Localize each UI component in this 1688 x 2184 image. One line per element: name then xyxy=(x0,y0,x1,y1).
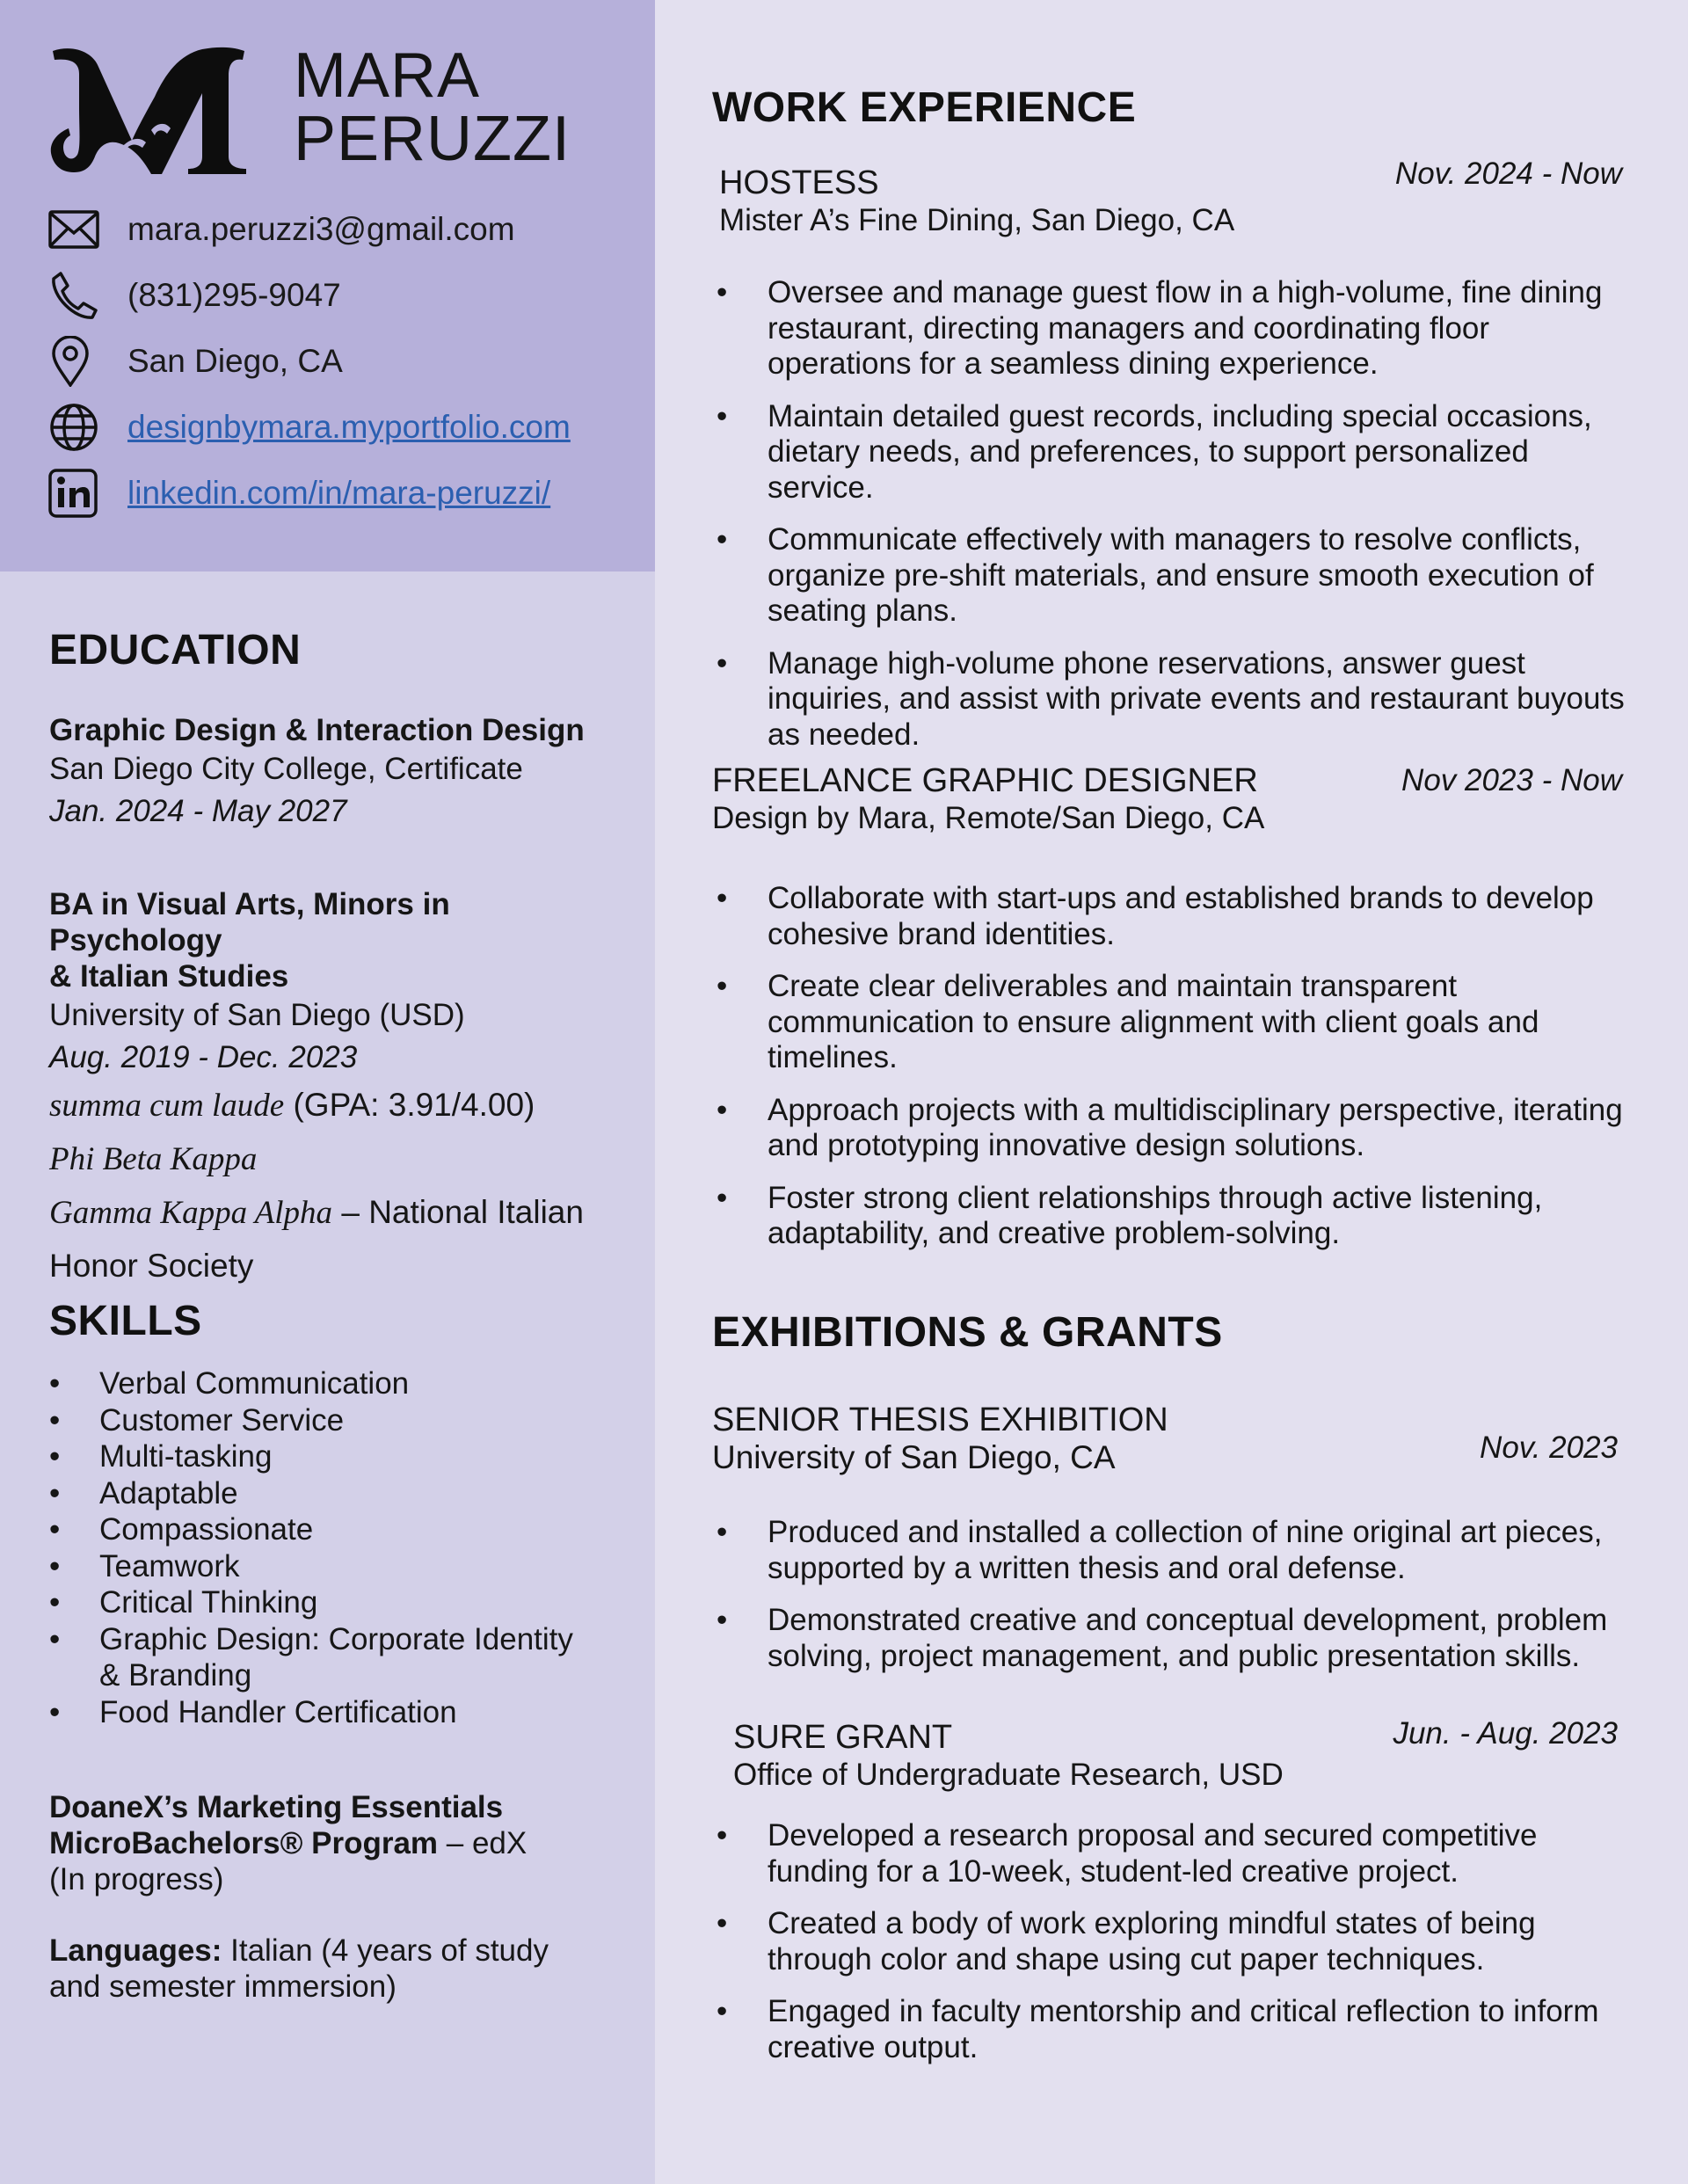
bullet-item: • Create clear deliverables and maintain transparent communication to ensure alignment with client goals and timelines. xyxy=(712,969,1626,1076)
grant-sure-bullets xyxy=(712,1818,1626,2082)
location-pin-icon xyxy=(48,336,103,387)
honor-gka-italic: Gamma Kappa Alpha xyxy=(49,1195,333,1231)
education-dates: Jan. 2024 - May 2027 xyxy=(49,794,347,828)
honor-summa-gpa: (GPA: 3.91/4.00) xyxy=(284,1087,535,1123)
bullet-item: • Produced and installed a collection of nine original art pieces, supported by a written thesis and oral defense. xyxy=(712,1515,1626,1586)
exhibition-title: SENIOR THESIS EXHIBITION xyxy=(712,1401,1168,1438)
contact-email xyxy=(48,204,571,255)
skill-item: • Verbal Communication xyxy=(49,1365,644,1402)
honor-summa xyxy=(49,1079,629,1132)
name-last: PERUZZI xyxy=(294,104,571,174)
job-title: HOSTESS xyxy=(719,164,879,201)
education-entry-2 xyxy=(49,886,629,1292)
exhibition-senior-thesis-bullets xyxy=(712,1515,1626,1691)
skills-list xyxy=(49,1365,644,1730)
languages-line2: and semester immersion) xyxy=(49,1969,397,2004)
cert-program-line1: DoaneX’s Marketing Essentials xyxy=(49,1790,504,1824)
cert-provider: – edX xyxy=(438,1826,528,1860)
linkedin-link[interactable]: linkedin.com/in/mara-peruzzi/ xyxy=(127,475,551,511)
job-org: Design by Mara, Remote/San Diego, CA xyxy=(712,801,1265,835)
education-school: University of San Diego (USD) xyxy=(49,998,465,1032)
work-experience-heading: WORK EXPERIENCE xyxy=(712,84,1137,131)
bullet-item: • Oversee and manage guest flow in a high-volume, fine dining restaurant, directing managers and coordinating floor operations for a seamless dining experience. xyxy=(712,275,1626,382)
skill-item: • Adaptable xyxy=(49,1475,644,1512)
honor-gka-line2: Honor Society xyxy=(49,1248,254,1284)
monogram-m-logo xyxy=(47,44,250,176)
grant-dates: Jun. - Aug. 2023 xyxy=(1393,1716,1618,1751)
exhibition-senior-thesis xyxy=(712,1401,1618,1476)
skills-heading: SKILLS xyxy=(49,1298,202,1344)
bullet-item: • Collaborate with start-ups and established brands to develop cohesive brand identities. xyxy=(712,881,1626,952)
grant-org: Office of Undergraduate Research, USD xyxy=(733,1758,1284,1792)
skill-item: • Food Handler Certification xyxy=(49,1694,644,1731)
contact-linkedin[interactable] xyxy=(48,468,571,519)
bullet-item: • Created a body of work exploring mindful states of being through color and shape using cut paper techniques. xyxy=(712,1906,1626,1977)
exhibitions-heading: EXHIBITIONS & GRANTS xyxy=(712,1309,1223,1356)
education-heading: EDUCATION xyxy=(49,627,302,673)
skill-item: • Customer Service xyxy=(49,1402,644,1439)
honor-gka-desc: – National Italian xyxy=(332,1194,584,1230)
header-block xyxy=(0,0,655,571)
bullet-item: • Foster strong client relationships through active listening, adaptability, and creative problem-solving. xyxy=(712,1181,1626,1252)
skill-item: • Graphic Design: Corporate Identity & Branding xyxy=(49,1621,592,1694)
email-text: mara.peruzzi3@gmail.com xyxy=(127,211,515,247)
phone-icon xyxy=(48,270,103,321)
education-entry-1 xyxy=(49,712,629,833)
cert-program-line2: MicroBachelors® Program xyxy=(49,1826,439,1860)
job-org: Mister A’s Fine Dining, San Diego, CA xyxy=(719,203,1235,237)
phone-text: (831)295-9047 xyxy=(127,277,341,313)
globe-icon xyxy=(48,402,103,453)
job-freelance-bullets xyxy=(712,881,1626,1269)
education-dates: Aug. 2019 - Dec. 2023 xyxy=(49,1040,358,1074)
portfolio-link[interactable]: designbymara.myportfolio.com xyxy=(127,409,571,445)
candidate-name xyxy=(294,40,571,174)
contact-phone xyxy=(48,270,571,321)
job-dates: Nov 2023 - Now xyxy=(1401,763,1622,797)
education-degree-line1: BA in Visual Arts, Minors in Psychology xyxy=(49,887,450,957)
skill-item: • Compassionate xyxy=(49,1511,644,1548)
contact-list xyxy=(48,204,571,534)
job-hostess xyxy=(719,157,1622,239)
bullet-item: • Approach projects with a multidisciplinary perspective, iterating and prototyping innovative design solutions. xyxy=(712,1093,1626,1164)
skill-item: • Critical Thinking xyxy=(49,1584,644,1621)
job-title: FREELANCE GRAPHIC DESIGNER xyxy=(712,762,1258,799)
certifications-block xyxy=(49,1789,629,2005)
honor-pbk xyxy=(49,1132,629,1186)
skill-item: • Teamwork xyxy=(49,1548,644,1585)
bullet-item: • Demonstrated creative and conceptual development, problem solving, project management, and public presentation skills. xyxy=(712,1603,1626,1674)
bullet-item: • Manage high-volume phone reservations, answer guest inquiries, and assist with private events and restaurant buyouts as needed. xyxy=(712,646,1626,753)
bullet-item: • Developed a research proposal and secured competitive funding for a 10-week, student-led creative project. xyxy=(712,1818,1626,1889)
contact-location xyxy=(48,336,571,387)
name-first: MARA xyxy=(294,40,481,111)
envelope-icon xyxy=(48,204,103,255)
education-school: San Diego City College, Certificate xyxy=(49,752,523,786)
bullet-item: • Maintain detailed guest records, including special occasions, dietary needs, and preferences, to support personalized service. xyxy=(712,399,1626,506)
bullet-item: • Engaged in faculty mentorship and critical reflection to inform creative output. xyxy=(712,1994,1626,2065)
bullet-item: • Communicate effectively with managers to resolve conflicts, organize pre-shift materials, and ensure smooth execution of seating plans. xyxy=(712,522,1626,630)
grant-sure xyxy=(733,1718,1618,1794)
languages xyxy=(49,1933,629,2005)
grant-title: SURE GRANT xyxy=(733,1719,953,1756)
honor-pbk-italic: Phi Beta Kappa xyxy=(49,1141,258,1177)
skill-item: • Multi-tasking xyxy=(49,1438,644,1475)
job-hostess-bullets xyxy=(712,275,1626,769)
languages-line1: Italian (4 years of study xyxy=(222,1933,549,1968)
linkedin-icon xyxy=(48,468,103,519)
education-degree: Graphic Design & Interaction Design xyxy=(49,713,585,747)
cert-status: (In progress) xyxy=(49,1862,224,1896)
languages-label: Languages: xyxy=(49,1933,222,1968)
contact-portfolio[interactable] xyxy=(48,402,571,453)
education-degree-line2: & Italian Studies xyxy=(49,959,289,994)
location-text: San Diego, CA xyxy=(127,343,343,379)
job-freelance xyxy=(712,761,1622,837)
exhibition-org: University of San Diego, CA xyxy=(712,1439,1116,1475)
exhibition-dates: Nov. 2023 xyxy=(1480,1431,1618,1465)
cert-program xyxy=(49,1789,629,1897)
honor-gka xyxy=(49,1186,629,1240)
honor-summa-italic: summa cum laude xyxy=(49,1088,285,1124)
job-dates: Nov. 2024 - Now xyxy=(1394,157,1622,191)
